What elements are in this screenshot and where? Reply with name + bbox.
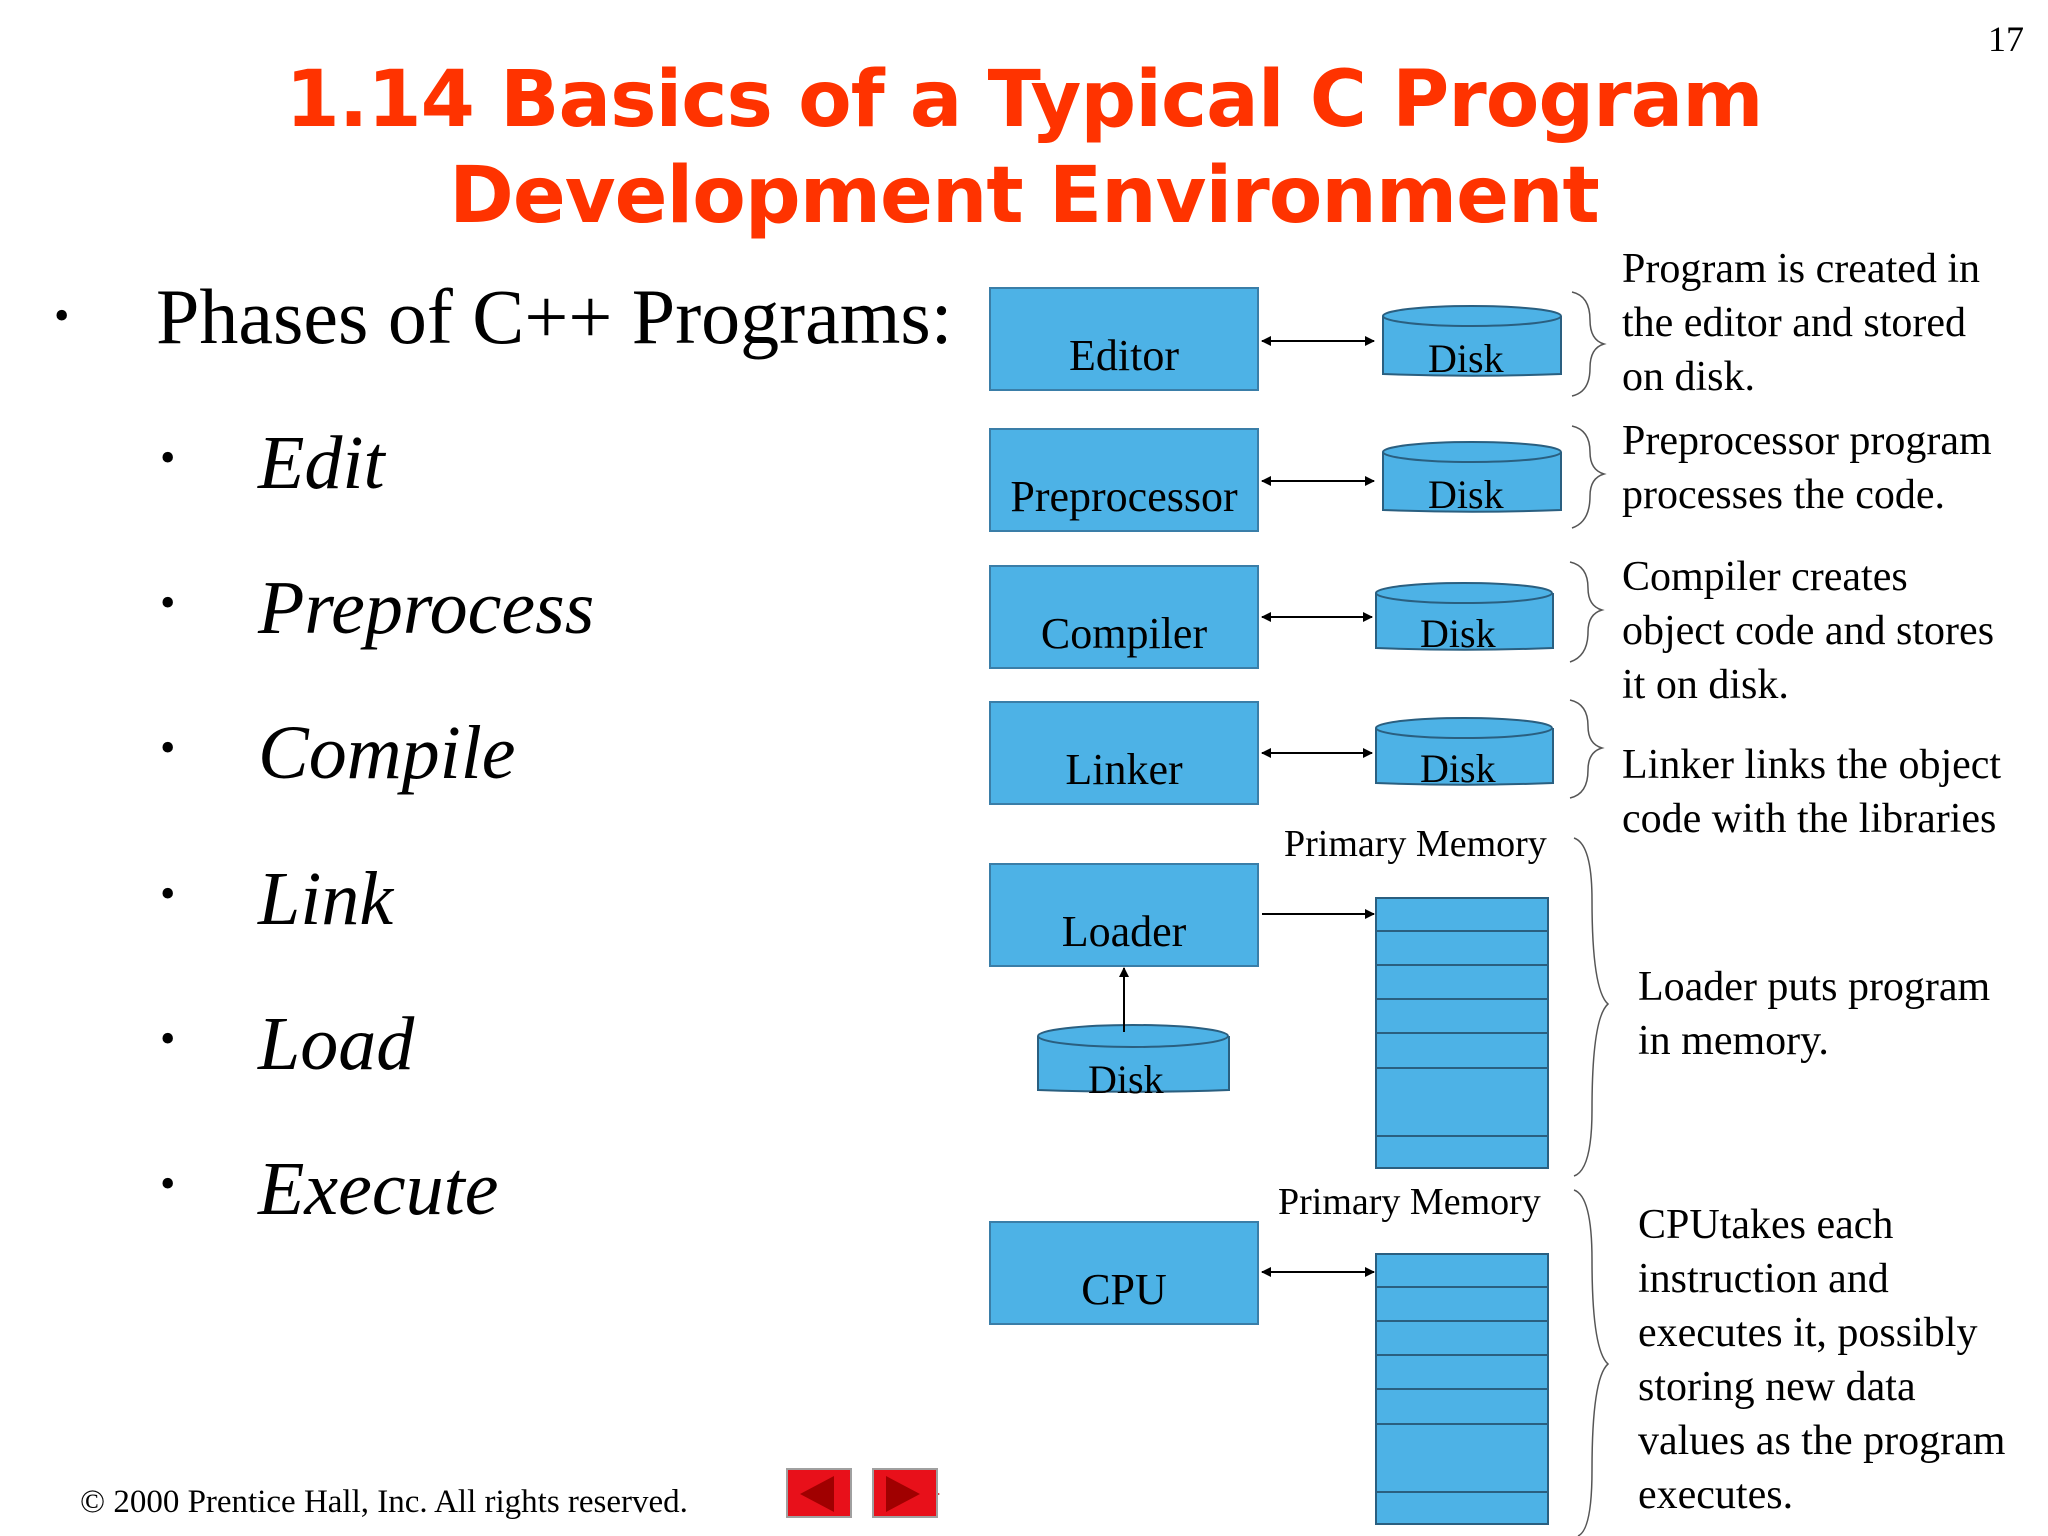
- disk-label-editor: Disk: [1428, 336, 1504, 381]
- title-line-2: Development Environment: [449, 151, 1599, 241]
- disk-label-compiler: Disk: [1420, 611, 1496, 656]
- compiler-description: Compiler creates object code and stores it on disk.: [1622, 554, 1995, 708]
- primary-memory-label-loader: Primary Memory: [1284, 823, 1547, 865]
- next-slide-button[interactable]: [872, 1468, 938, 1518]
- bullet-dot: •: [160, 1014, 176, 1063]
- copyright-footer: © 2000 Prentice Hall, Inc. All rights reserved.: [80, 1484, 688, 1520]
- sub-bullet-compile: Compile: [258, 711, 516, 795]
- primary-memory-cpu: [1376, 1254, 1548, 1524]
- slide-number: 17: [1988, 19, 2024, 59]
- bullet-dot: •: [54, 291, 70, 340]
- prev-slide-button[interactable]: [786, 1468, 852, 1518]
- editor-box: Editor: [989, 287, 1259, 391]
- phase-arrows: [1124, 341, 1374, 1272]
- primary-memory-loader: [1376, 898, 1548, 1168]
- linker-box: Linker: [989, 701, 1259, 805]
- braces: [1570, 292, 1608, 1536]
- editor-description: Program is created in the editor and stored on disk.: [1622, 246, 1981, 400]
- bullet-dot: •: [160, 1159, 176, 1208]
- sub-bullet-preprocess: Preprocess: [258, 566, 595, 650]
- cpu-description: CPUtakes each instruction and executes it, possibly storing new data values as the program executes.: [1638, 1202, 2006, 1518]
- bullet-dot: •: [160, 723, 176, 772]
- main-bullet: Phases of C++ Programs:: [156, 273, 953, 360]
- disk-label-linker: Disk: [1420, 746, 1496, 791]
- disk-label-preprocessor: Disk: [1428, 472, 1504, 517]
- preprocessor-box: Preprocessor: [989, 428, 1259, 532]
- title-line-1: 1.14 Basics of a Typical C Program: [285, 55, 1763, 145]
- loader-description: Loader puts program in memory.: [1638, 964, 1991, 1064]
- bullet-dot: •: [160, 433, 176, 482]
- linker-description: Linker links the object code with the libraries: [1622, 742, 2002, 842]
- preprocessor-description: Preprocessor program processes the code.: [1622, 418, 1992, 518]
- loader-box: Loader: [989, 863, 1259, 967]
- cpu-box: CPU: [989, 1221, 1259, 1325]
- primary-memory-label-cpu: Primary Memory: [1278, 1181, 1541, 1223]
- sub-bullet-load: Load: [258, 1002, 415, 1086]
- bullet-dot: •: [160, 578, 176, 627]
- sub-bullet-link: Link: [258, 857, 394, 941]
- bullet-dot: •: [160, 869, 176, 918]
- sub-bullet-edit: Edit: [258, 421, 385, 505]
- compiler-box: Compiler: [989, 565, 1259, 669]
- sub-bullet-execute: Execute: [258, 1147, 499, 1231]
- disk-label-loader: Disk: [1088, 1057, 1164, 1102]
